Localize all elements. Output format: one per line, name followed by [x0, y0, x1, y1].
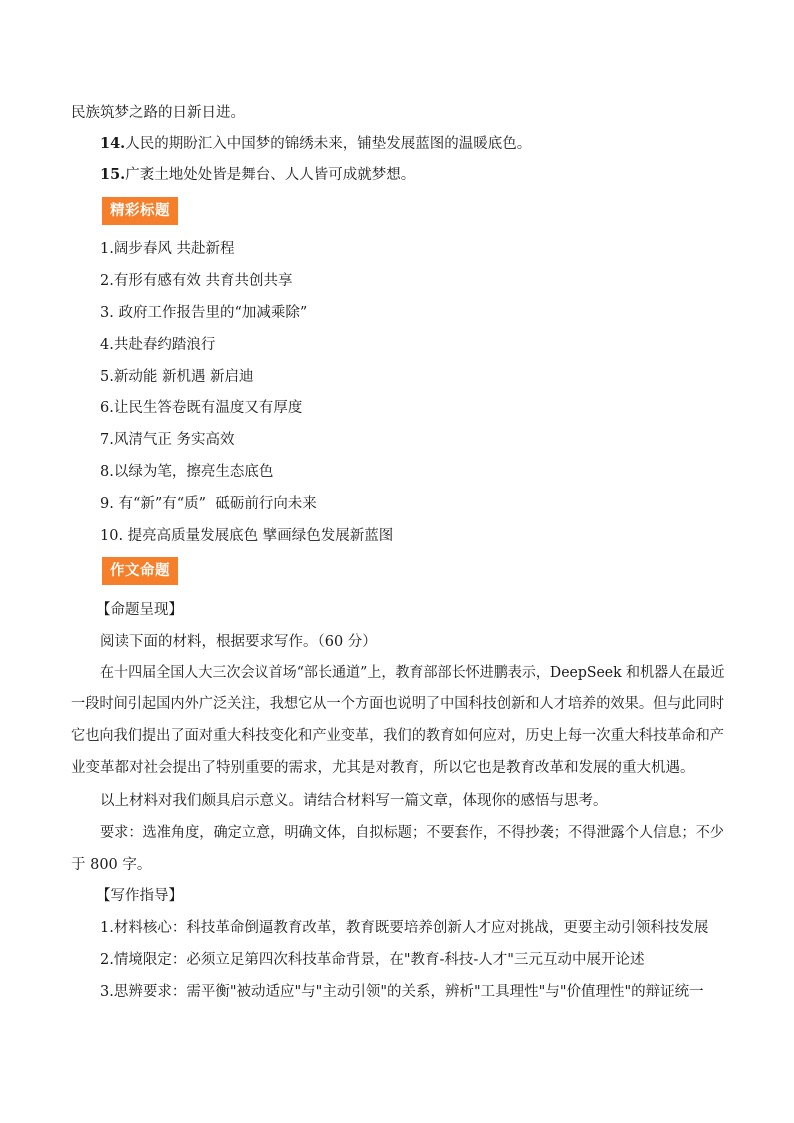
- continuation-line: 民族筑梦之路的日新日进。: [71, 105, 245, 121]
- section-badge-essay: 作文命题: [102, 557, 178, 585]
- numbered-sentence-14: [100, 135, 531, 153]
- guide-heading: 【写作指导】: [96, 888, 183, 904]
- inspiration-line: 以上材料对我们颇具启示意义。请结合材料写一篇文章，体现你的感悟与思考。: [100, 793, 608, 809]
- sentence-text: 人民的期盼汇入中国梦的锦绣未来，铺垫发展蓝图的温暖底色。: [125, 136, 532, 152]
- title-item: 6.让民生答卷既有温度又有厚度: [100, 400, 303, 416]
- material-line: 业变革都对社会提出了特别重要的需求，尤其是对教育，所以它也是教育改革和发展的重大机遇。: [71, 760, 695, 776]
- title-item: 3. 政府工作报告里的“加减乘除”: [100, 305, 308, 321]
- guide-item: 1.材料核心：科技革命倒逼教育改革，教育既要培养创新人才应对挑战，更要主动引领科技发展: [100, 920, 709, 936]
- title-item: 7.风清气正 务实高效: [100, 432, 235, 448]
- title-item: 1.阔步春风 共赴新程: [100, 241, 235, 257]
- prompt-instruction: 阅读下面的材料，根据要求写作。（60 分）: [100, 634, 377, 650]
- title-item: 5.新动能 新机遇 新启迪: [100, 369, 254, 385]
- sentence-number: 15.: [100, 166, 126, 183]
- title-item: 10. 提亮高质量发展底色 擘画绿色发展新蓝图: [100, 528, 394, 544]
- section-badge-titles: 精彩标题: [102, 197, 178, 225]
- numbered-sentence-15: [100, 166, 415, 184]
- sentence-number: 14.: [100, 135, 126, 152]
- sentence-text: 广袤土地处处皆是舞台、人人皆可成就梦想。: [125, 167, 416, 183]
- material-line: 一段时间引起国内外广泛关注，我想它从一个方面也说明了中国科技创新和人才培养的效果。但与此同时: [71, 696, 724, 712]
- title-item: 2.有形有感有效 共育共创共享: [100, 273, 293, 289]
- title-item: 9. 有“新”有“质” 砥砺前行向未来: [100, 496, 317, 512]
- material-line: 在十四届全国人大三次会议首场“部长通道”上，教育部部长怀进鹏表示，DeepSeek 和机器人在最近: [100, 665, 725, 681]
- title-item: 8.以绿为笔，擦亮生态底色: [100, 464, 274, 480]
- guide-item: 3.思辨要求：需平衡"被动适应"与"主动引领"的关系，辨析"工具理性"与"价值理性"的辩证统一: [100, 984, 704, 1000]
- prompt-heading: 【命题呈现】: [96, 602, 183, 618]
- requirement-line: 要求：选准角度，确定立意，明确文体，自拟标题；不要套作，不得抄袭；不得泄露个人信息；不少: [100, 825, 724, 841]
- requirement-line: 于 800 字。: [71, 857, 152, 873]
- material-line: 它也向我们提出了面对重大科技变化和产业变革，我们的教育如何应对，历史上每一次重大科技革命和产: [71, 728, 724, 744]
- title-item: 4.共赴春约踏浪行: [100, 337, 216, 353]
- guide-item: 2.情境限定：必须立足第四次科技革命背景，在"教育-科技-人才"三元互动中展开论述: [100, 952, 645, 968]
